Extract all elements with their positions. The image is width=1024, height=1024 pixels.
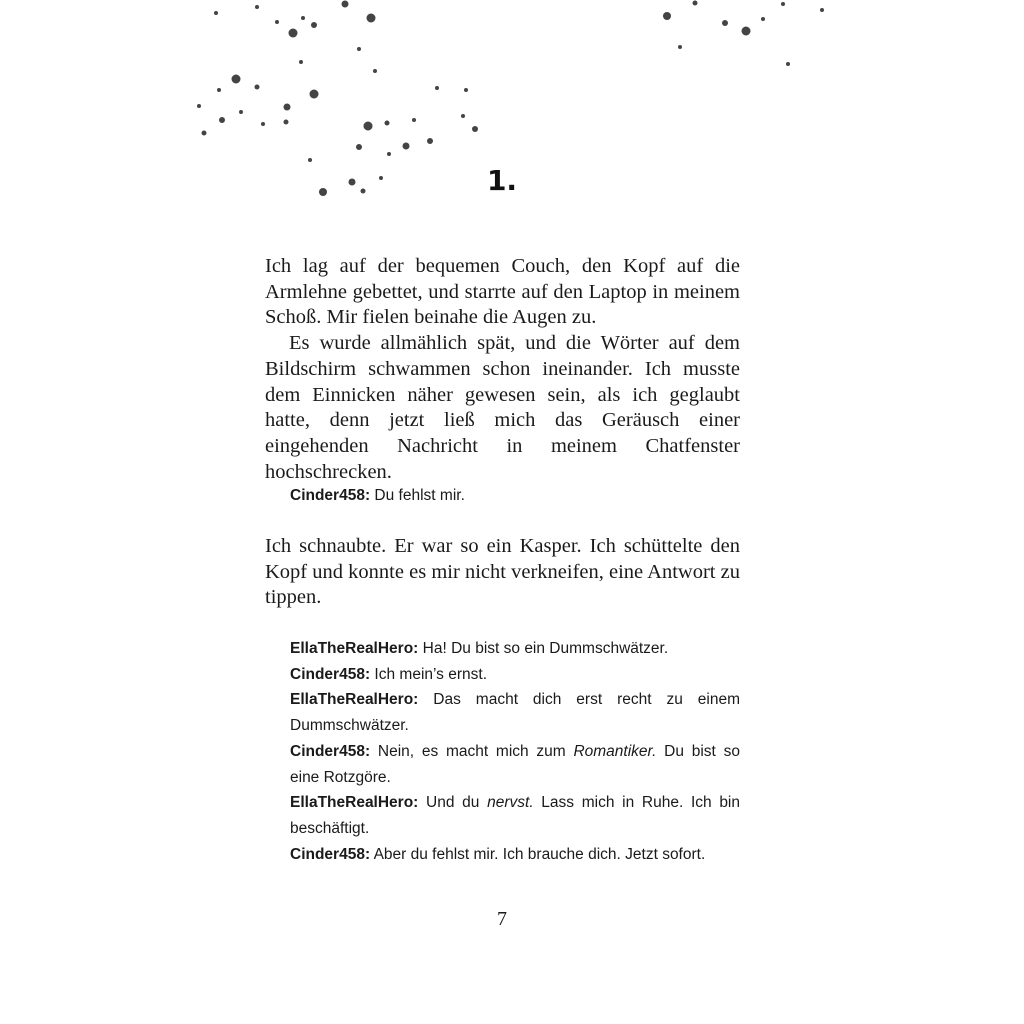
chapter-number: 1. [486, 164, 518, 197]
chat-message [290, 662, 740, 688]
chat-text: Du bist so eine Rotzgöre. [290, 742, 740, 786]
paragraph: Ich lag auf der bequemen Couch, den Kopf auf die Armlehne gebettet, und starrte auf den Laptop in meinem Schoß. Mir fielen beinahe die Augen zu. [265, 255, 740, 329]
chat-text: Du fehlst mir. [370, 487, 465, 504]
paragraph: Es wurde allmählich spät, und die Wörter auf dem Bildschirm schwammen schon ineinander. Ich musste dem Einnicken näher gewesen sein, als ich geglaubt hatte, denn jetzt ließ mich das Geräusch einer eingehenden Nachricht in meinem Chatfenster hochschrecken. [265, 332, 740, 483]
chat-username: Cinder458: [290, 665, 371, 683]
chat-text: Das macht dich erst recht zu einem Dummschwätzer. [290, 691, 740, 735]
chat-emphasis: Romantiker. [573, 742, 657, 760]
body-text-block-1 [265, 254, 740, 485]
chat-text: Ich mein’s ernst. [370, 665, 487, 683]
chat-text: Aber du fehlst mir. Ich brauche dich. Jetzt sofort. [370, 845, 706, 863]
chat-username: Cinder458: [290, 845, 371, 863]
chat-message [290, 636, 740, 662]
chat-text: Lass mich in Ruhe. Ich bin beschäftigt. [290, 794, 740, 837]
chat-message [290, 687, 740, 738]
chat-block-2 [290, 636, 740, 867]
chat-text: Nein, es macht mich zum [370, 742, 574, 760]
chat-block-1 [290, 483, 740, 509]
body-text-block-2 [265, 534, 740, 611]
chat-username: Cinder458: [290, 742, 371, 760]
chat-message [290, 790, 740, 841]
chat-text: Und du [418, 794, 488, 812]
page-number: 7 [497, 908, 507, 930]
paragraph: Ich schnaubte. Er war so ein Kasper. Ich schüttelte den Kopf und konnte es mir nicht verkneifen, eine Antwort zu tippen. [265, 535, 740, 609]
chat-username: Cinder458: [290, 487, 371, 504]
chat-text: Ha! Du bist so ein Dummschwätzer. [418, 640, 669, 657]
chat-message [290, 739, 740, 790]
chat-message [290, 842, 740, 868]
chat-username: EllaTheRealHero: [290, 794, 419, 812]
chat-emphasis: nervst. [487, 794, 534, 812]
chat-username: EllaTheRealHero: [290, 691, 419, 709]
chat-username: EllaTheRealHero: [290, 640, 419, 657]
chat-message [290, 483, 740, 509]
